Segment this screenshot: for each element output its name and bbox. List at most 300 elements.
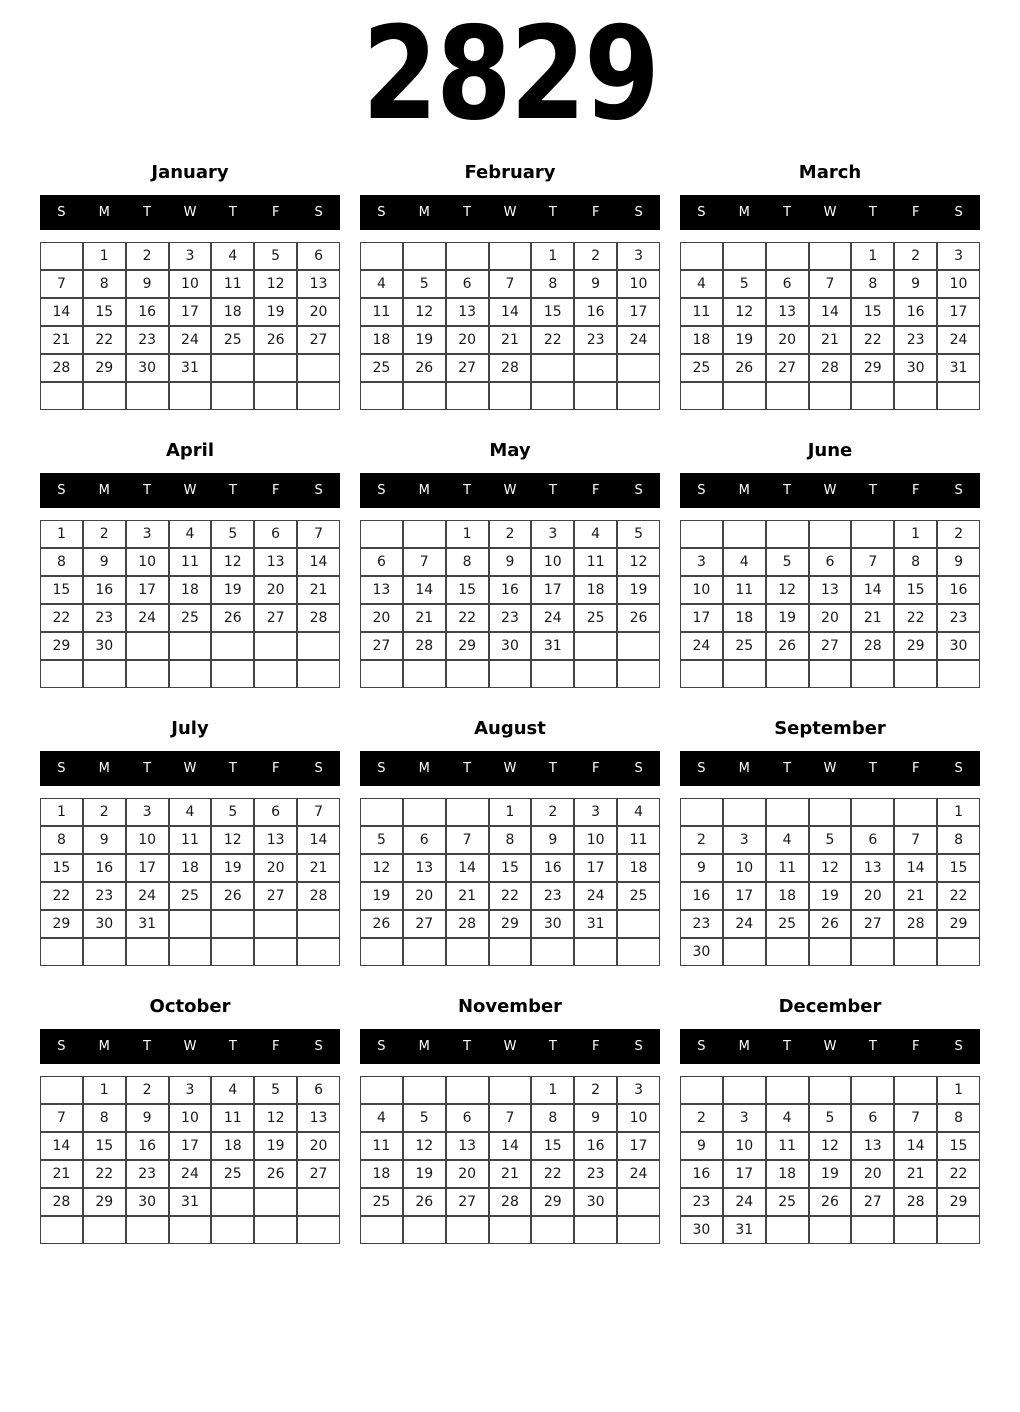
day-cell: 12 (254, 270, 297, 298)
day-cell: 11 (766, 854, 809, 882)
day-cell: 6 (851, 1104, 894, 1132)
empty-day-cell (680, 1076, 723, 1104)
calendar-table-body (680, 520, 980, 688)
day-cell: 15 (937, 1132, 980, 1160)
day-cell: 30 (574, 1188, 617, 1216)
day-cell: 23 (126, 326, 169, 354)
day-cell: 5 (403, 270, 446, 298)
day-cell: 20 (254, 854, 297, 882)
weekday-label: T (548, 1039, 557, 1054)
weekday-header (40, 195, 340, 230)
weekday-label: S (57, 205, 66, 220)
day-cell: 4 (169, 520, 212, 548)
week-row (40, 604, 340, 632)
day-cell: 19 (809, 882, 852, 910)
empty-day-cell (360, 798, 403, 826)
week-row (680, 1188, 980, 1216)
empty-day-cell (169, 1216, 212, 1244)
empty-day-cell (531, 938, 574, 966)
day-cell: 6 (254, 520, 297, 548)
day-cell: 19 (403, 1160, 446, 1188)
empty-day-cell (617, 1216, 660, 1244)
months-grid (40, 160, 980, 1244)
empty-day-cell (403, 1216, 446, 1244)
weekday-label: T (143, 1039, 152, 1054)
day-cell: 10 (169, 270, 212, 298)
day-cell: 19 (254, 1132, 297, 1160)
day-cell: 25 (680, 354, 723, 382)
week-row (360, 910, 660, 938)
empty-day-cell (531, 660, 574, 688)
day-cell: 7 (40, 1104, 83, 1132)
empty-day-cell (446, 1216, 489, 1244)
empty-day-cell (254, 1216, 297, 1244)
month-february (360, 160, 660, 410)
day-cell: 5 (254, 242, 297, 270)
weekday-label: S (697, 1039, 706, 1054)
empty-day-cell (809, 520, 852, 548)
week-row (360, 1216, 660, 1244)
day-cell: 18 (211, 1132, 254, 1160)
empty-day-cell (446, 1076, 489, 1104)
weekday-label: M (418, 205, 430, 220)
empty-day-cell (937, 1216, 980, 1244)
day-cell: 15 (489, 854, 532, 882)
day-cell: 14 (40, 1132, 83, 1160)
weekday-label: S (634, 1039, 643, 1054)
month-name: October (149, 996, 231, 1017)
calendar-table (680, 1076, 980, 1244)
week-row (40, 882, 340, 910)
empty-day-cell (766, 1216, 809, 1244)
empty-day-cell (680, 242, 723, 270)
day-cell: 28 (894, 1188, 937, 1216)
day-cell: 10 (169, 1104, 212, 1132)
day-cell: 29 (40, 632, 83, 660)
day-cell: 3 (617, 242, 660, 270)
day-cell: 6 (446, 270, 489, 298)
week-row (360, 382, 660, 410)
day-cell: 15 (446, 576, 489, 604)
day-cell: 28 (894, 910, 937, 938)
empty-day-cell (403, 938, 446, 966)
week-row (360, 938, 660, 966)
weekday-label: F (591, 483, 600, 498)
day-cell: 23 (680, 1188, 723, 1216)
weekday-label: S (634, 205, 643, 220)
weekday-label: T (783, 1039, 792, 1054)
day-cell: 22 (40, 882, 83, 910)
day-cell: 26 (403, 354, 446, 382)
day-cell: 3 (126, 798, 169, 826)
day-cell: 12 (211, 826, 254, 854)
empty-day-cell (40, 938, 83, 966)
empty-day-cell (126, 938, 169, 966)
month-name: August (474, 718, 546, 739)
day-cell: 13 (446, 298, 489, 326)
day-cell: 10 (531, 548, 574, 576)
day-cell: 25 (766, 910, 809, 938)
day-cell: 8 (40, 548, 83, 576)
day-cell: 15 (937, 854, 980, 882)
weekday-header (680, 751, 980, 786)
day-cell: 22 (489, 882, 532, 910)
day-cell: 30 (489, 632, 532, 660)
weekday-label: M (738, 205, 750, 220)
month-march (680, 160, 980, 410)
day-cell: 1 (937, 798, 980, 826)
week-row (680, 576, 980, 604)
day-cell: 9 (126, 270, 169, 298)
week-row (360, 1132, 660, 1160)
empty-day-cell (617, 1188, 660, 1216)
weekday-label: F (911, 761, 920, 776)
day-cell: 5 (723, 270, 766, 298)
weekday-label: F (911, 205, 920, 220)
day-cell: 1 (851, 242, 894, 270)
weekday-label: W (503, 205, 517, 220)
day-cell: 12 (809, 1132, 852, 1160)
empty-day-cell (723, 382, 766, 410)
weekday-label: M (738, 761, 750, 776)
week-row (40, 576, 340, 604)
month-july (40, 716, 340, 966)
day-cell: 23 (531, 882, 574, 910)
week-row (40, 798, 340, 826)
day-cell: 18 (574, 576, 617, 604)
empty-day-cell (169, 382, 212, 410)
day-cell: 10 (617, 1104, 660, 1132)
weekday-label: W (503, 761, 517, 776)
day-cell: 3 (169, 1076, 212, 1104)
day-cell: 25 (723, 632, 766, 660)
weekday-header (680, 195, 980, 230)
day-cell: 18 (211, 298, 254, 326)
day-cell: 23 (574, 326, 617, 354)
day-cell: 1 (489, 798, 532, 826)
day-cell: 22 (83, 1160, 126, 1188)
week-row (40, 632, 340, 660)
day-cell: 26 (211, 882, 254, 910)
calendar-table (360, 798, 660, 966)
week-row (360, 826, 660, 854)
day-cell: 4 (360, 270, 403, 298)
day-cell: 8 (937, 1104, 980, 1132)
empty-day-cell (766, 660, 809, 688)
day-cell: 19 (617, 576, 660, 604)
day-cell: 18 (169, 854, 212, 882)
calendar-table (680, 798, 980, 966)
empty-day-cell (617, 910, 660, 938)
month-april (40, 438, 340, 688)
weekday-label: S (57, 483, 66, 498)
empty-day-cell (83, 382, 126, 410)
day-cell: 3 (531, 520, 574, 548)
day-cell: 29 (489, 910, 532, 938)
day-cell: 16 (894, 298, 937, 326)
day-cell: 17 (574, 854, 617, 882)
weekday-label: T (228, 483, 237, 498)
empty-day-cell (254, 660, 297, 688)
week-row (40, 1160, 340, 1188)
day-cell: 11 (680, 298, 723, 326)
day-cell: 10 (680, 576, 723, 604)
day-cell: 28 (851, 632, 894, 660)
day-cell: 30 (937, 632, 980, 660)
empty-day-cell (680, 520, 723, 548)
day-cell: 22 (40, 604, 83, 632)
day-cell: 8 (446, 548, 489, 576)
empty-day-cell (809, 938, 852, 966)
day-cell: 11 (360, 298, 403, 326)
day-cell: 8 (40, 826, 83, 854)
empty-day-cell (360, 1076, 403, 1104)
empty-day-cell (617, 382, 660, 410)
day-cell: 5 (254, 1076, 297, 1104)
empty-day-cell (894, 1076, 937, 1104)
calendar-table (680, 242, 980, 410)
empty-day-cell (894, 660, 937, 688)
day-cell: 11 (723, 576, 766, 604)
day-cell: 19 (809, 1160, 852, 1188)
empty-day-cell (723, 520, 766, 548)
day-cell: 7 (403, 548, 446, 576)
day-cell: 24 (126, 604, 169, 632)
day-cell: 16 (531, 854, 574, 882)
day-cell: 4 (211, 1076, 254, 1104)
weekday-label: S (954, 483, 963, 498)
day-cell: 3 (126, 520, 169, 548)
empty-day-cell (403, 1076, 446, 1104)
weekday-label: T (463, 205, 472, 220)
day-cell: 23 (83, 604, 126, 632)
week-row (680, 354, 980, 382)
day-cell: 1 (446, 520, 489, 548)
day-cell: 13 (297, 1104, 340, 1132)
day-cell: 22 (894, 604, 937, 632)
weekday-header (360, 751, 660, 786)
day-cell: 27 (809, 632, 852, 660)
day-cell: 10 (723, 854, 766, 882)
weekday-label: S (954, 205, 963, 220)
day-cell: 7 (297, 520, 340, 548)
day-cell: 9 (531, 826, 574, 854)
day-cell: 21 (894, 1160, 937, 1188)
day-cell: 16 (83, 576, 126, 604)
empty-day-cell (360, 660, 403, 688)
month-name: March (798, 162, 862, 183)
empty-day-cell (894, 938, 937, 966)
weekday-label: M (98, 483, 110, 498)
empty-day-cell (766, 938, 809, 966)
day-cell: 18 (680, 326, 723, 354)
day-cell: 27 (360, 632, 403, 660)
weekday-label: W (503, 1039, 517, 1054)
weekday-label: S (697, 205, 706, 220)
day-cell: 11 (211, 1104, 254, 1132)
day-cell: 19 (723, 326, 766, 354)
day-cell: 30 (531, 910, 574, 938)
empty-day-cell (851, 520, 894, 548)
day-cell: 26 (254, 1160, 297, 1188)
day-cell: 21 (403, 604, 446, 632)
weekday-label: S (57, 761, 66, 776)
month-name: January (151, 162, 229, 183)
weekday-label: T (868, 483, 877, 498)
day-cell: 24 (617, 1160, 660, 1188)
day-cell: 14 (403, 576, 446, 604)
day-cell: 19 (211, 576, 254, 604)
week-row (680, 242, 980, 270)
weekday-label: S (697, 761, 706, 776)
day-cell: 29 (894, 632, 937, 660)
day-cell: 22 (446, 604, 489, 632)
month-name: April (165, 440, 215, 461)
day-cell: 30 (83, 910, 126, 938)
day-cell: 19 (766, 604, 809, 632)
empty-day-cell (254, 354, 297, 382)
week-row (680, 604, 980, 632)
empty-day-cell (489, 938, 532, 966)
week-row (40, 242, 340, 270)
day-cell: 24 (723, 1188, 766, 1216)
day-cell: 4 (574, 520, 617, 548)
day-cell: 24 (617, 326, 660, 354)
day-cell: 2 (126, 242, 169, 270)
empty-day-cell (360, 520, 403, 548)
day-cell: 31 (723, 1216, 766, 1244)
weekday-header (360, 473, 660, 508)
day-cell: 8 (851, 270, 894, 298)
empty-day-cell (403, 242, 446, 270)
empty-day-cell (574, 1216, 617, 1244)
day-cell: 6 (766, 270, 809, 298)
day-cell: 7 (894, 1104, 937, 1132)
empty-day-cell (40, 1076, 83, 1104)
month-name: February (464, 162, 556, 183)
day-cell: 21 (489, 326, 532, 354)
weekday-label: S (57, 1039, 66, 1054)
day-cell: 27 (254, 604, 297, 632)
day-cell: 2 (489, 520, 532, 548)
calendar-table-body (680, 242, 980, 410)
weekday-label: T (143, 761, 152, 776)
day-cell: 23 (680, 910, 723, 938)
day-cell: 29 (40, 910, 83, 938)
day-cell: 7 (40, 270, 83, 298)
week-row (360, 660, 660, 688)
weekday-label: T (228, 205, 237, 220)
day-cell: 3 (680, 548, 723, 576)
day-cell: 22 (531, 1160, 574, 1188)
day-cell: 8 (489, 826, 532, 854)
day-cell: 4 (617, 798, 660, 826)
day-cell: 11 (360, 1132, 403, 1160)
calendar-table (40, 242, 340, 410)
day-cell: 18 (617, 854, 660, 882)
day-cell: 1 (531, 242, 574, 270)
day-cell: 24 (531, 604, 574, 632)
day-cell: 3 (937, 242, 980, 270)
month-august (360, 716, 660, 966)
month-december (680, 994, 980, 1244)
day-cell: 7 (297, 798, 340, 826)
day-cell: 31 (126, 910, 169, 938)
empty-day-cell (83, 660, 126, 688)
day-cell: 28 (40, 354, 83, 382)
day-cell: 5 (360, 826, 403, 854)
day-cell: 27 (297, 326, 340, 354)
day-cell: 27 (446, 354, 489, 382)
day-cell: 24 (169, 326, 212, 354)
day-cell: 16 (126, 298, 169, 326)
month-name: November (457, 996, 563, 1017)
day-cell: 31 (531, 632, 574, 660)
empty-day-cell (894, 798, 937, 826)
weekday-label: M (418, 761, 430, 776)
empty-day-cell (297, 1216, 340, 1244)
week-row (680, 1132, 980, 1160)
empty-day-cell (489, 1216, 532, 1244)
week-row (360, 882, 660, 910)
weekday-header (40, 751, 340, 786)
week-row (40, 1076, 340, 1104)
calendar-table-body (40, 1076, 340, 1244)
week-row (680, 938, 980, 966)
weekday-label: S (954, 761, 963, 776)
day-cell: 18 (360, 326, 403, 354)
weekday-label: M (418, 1039, 430, 1054)
calendar-table-body (360, 242, 660, 410)
calendar-table (680, 520, 980, 688)
weekday-label: S (314, 205, 323, 220)
day-cell: 21 (446, 882, 489, 910)
day-cell: 11 (169, 826, 212, 854)
day-cell: 28 (446, 910, 489, 938)
day-cell: 26 (723, 354, 766, 382)
day-cell: 26 (360, 910, 403, 938)
day-cell: 29 (446, 632, 489, 660)
empty-day-cell (489, 382, 532, 410)
day-cell: 29 (937, 910, 980, 938)
day-cell: 30 (680, 938, 723, 966)
empty-day-cell (894, 382, 937, 410)
day-cell: 4 (360, 1104, 403, 1132)
day-cell: 22 (937, 882, 980, 910)
day-cell: 1 (83, 1076, 126, 1104)
empty-day-cell (766, 1076, 809, 1104)
day-cell: 19 (360, 882, 403, 910)
weekday-label: F (591, 761, 600, 776)
empty-day-cell (446, 242, 489, 270)
empty-day-cell (489, 660, 532, 688)
day-cell: 13 (809, 576, 852, 604)
day-cell: 14 (297, 548, 340, 576)
day-cell: 21 (40, 326, 83, 354)
calendar-table (360, 1076, 660, 1244)
week-row (680, 520, 980, 548)
weekday-header (680, 473, 980, 508)
week-row (680, 660, 980, 688)
day-cell: 6 (254, 798, 297, 826)
month-november (360, 994, 660, 1244)
week-row (680, 1076, 980, 1104)
calendar-table (360, 520, 660, 688)
weekday-label: S (377, 205, 386, 220)
day-cell: 13 (360, 576, 403, 604)
day-cell: 12 (766, 576, 809, 604)
day-cell: 18 (766, 882, 809, 910)
